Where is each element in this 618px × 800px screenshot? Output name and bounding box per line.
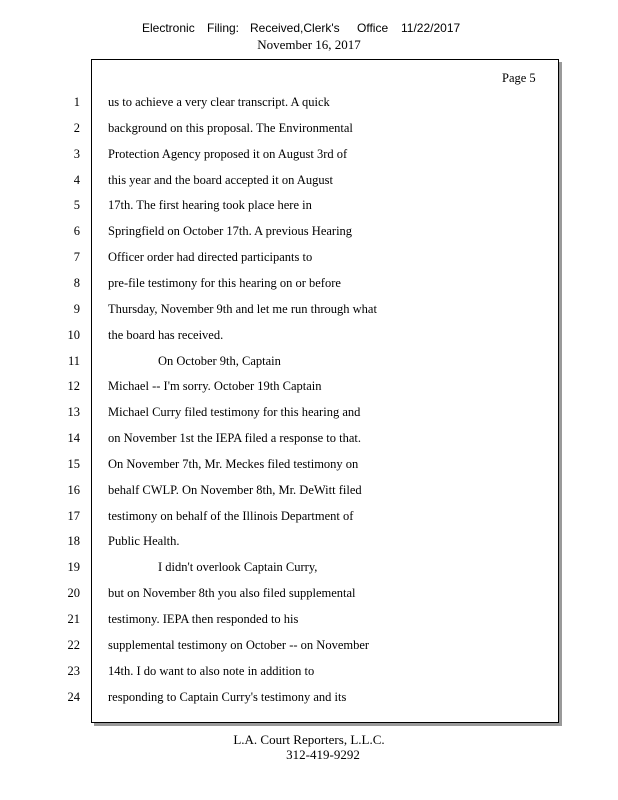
transcript-line [0,509,618,527]
line-number: 9 [73,301,80,316]
line-text: behalf CWLP. On November 8th, Mr. DeWitt filed [108,482,362,497]
footer-phone: 312-419-9292 [286,747,360,762]
line-text: 14th. I do want to also note in addition to [108,663,315,678]
transcript-line [0,276,618,294]
line-number: 7 [73,250,80,265]
transcript-line [0,328,618,346]
line-number: 14 [67,431,80,446]
line-text: Officer order had directed participants to [108,250,313,265]
line-text: Thursday, November 9th and let me run through what [108,301,377,316]
line-text: Michael Curry filed testimony for this hearing and [108,405,361,420]
transcript-line [0,690,618,708]
transcript-line [0,664,618,682]
line-number: 22 [67,637,80,652]
line-text: On November 7th, Mr. Meckes filed testimony on [108,456,359,471]
line-number: 8 [73,275,80,290]
transcript-line [0,534,618,552]
stamp-electronic: Electronic [142,21,195,35]
transcript-line [0,379,618,397]
line-text: Protection Agency proposed it on August 3rd of [108,146,348,161]
line-number: 4 [73,172,80,187]
line-number: 16 [67,482,80,497]
line-number: 17 [67,508,80,523]
transcript-line [0,250,618,268]
transcript-line [0,612,618,630]
line-text: responding to Captain Curry's testimony and its [108,689,347,704]
line-text: us to achieve a very clear transcript. A quick [108,95,330,109]
line-number: 13 [67,405,80,420]
transcript-line [0,560,618,578]
line-text: 17th. The first hearing took place here in [108,198,312,213]
transcript-line [0,224,618,242]
line-text: Springfield on October 17th. A previous Hearing [108,224,353,239]
page-number-label: Page 5 [502,71,536,85]
line-text: testimony. IEPA then responded to his [108,612,299,626]
transcript-line [0,638,618,656]
line-number: 11 [67,353,80,368]
line-text: testimony on behalf of the Illinois Department of [108,508,354,523]
line-text: pre-file testimony for this hearing on or before [108,275,341,290]
line-number: 15 [67,456,80,471]
line-text: on November 1st the IEPA filed a response to that. [108,431,361,446]
transcript-line [0,121,618,139]
stamp-office: Office [357,21,389,35]
transcript-date: November 16, 2017 [257,37,361,52]
transcript-line [0,483,618,501]
stamp-date: 11/22/2017 [401,21,461,35]
transcript-line [0,431,618,449]
footer-company: L.A. Court Reporters, L.L.C. [233,732,385,747]
line-number: 2 [73,120,80,135]
line-text: On October 9th, Captain [158,353,281,368]
transcript-line [0,147,618,165]
line-number: 24 [67,689,80,704]
line-text: I didn't overlook Captain Curry, [158,560,318,575]
line-number: 18 [67,534,80,549]
line-text: the board has received. [108,327,224,342]
line-number: 21 [67,612,80,626]
transcript-line [0,457,618,475]
line-number: 3 [73,146,80,161]
transcript-line [0,302,618,320]
transcript-line [0,173,618,191]
line-number: 12 [67,379,80,394]
line-text: but on November 8th you also filed supplemental [108,586,356,601]
stamp-received: Received,Clerk's [250,21,340,35]
transcript-line [0,405,618,423]
line-text: Michael -- I'm sorry. October 19th Captain [108,379,322,394]
transcript-line [0,198,618,216]
line-text: supplemental testimony on October -- on November [108,637,370,652]
line-text: background on this proposal. The Environmental [108,120,353,135]
line-text: this year and the board accepted it on August [108,172,333,187]
line-number: 20 [67,586,80,601]
transcript-line [0,354,618,372]
transcript-line [0,95,618,113]
line-number: 5 [73,198,80,213]
line-number: 6 [73,224,80,239]
line-number: 10 [67,327,80,342]
stamp-filing: Filing: [207,21,240,35]
line-number: 19 [67,560,80,575]
line-text: Public Health. [108,534,180,549]
line-number: 1 [73,95,80,109]
transcript-line [0,586,618,604]
line-number: 23 [67,663,80,678]
